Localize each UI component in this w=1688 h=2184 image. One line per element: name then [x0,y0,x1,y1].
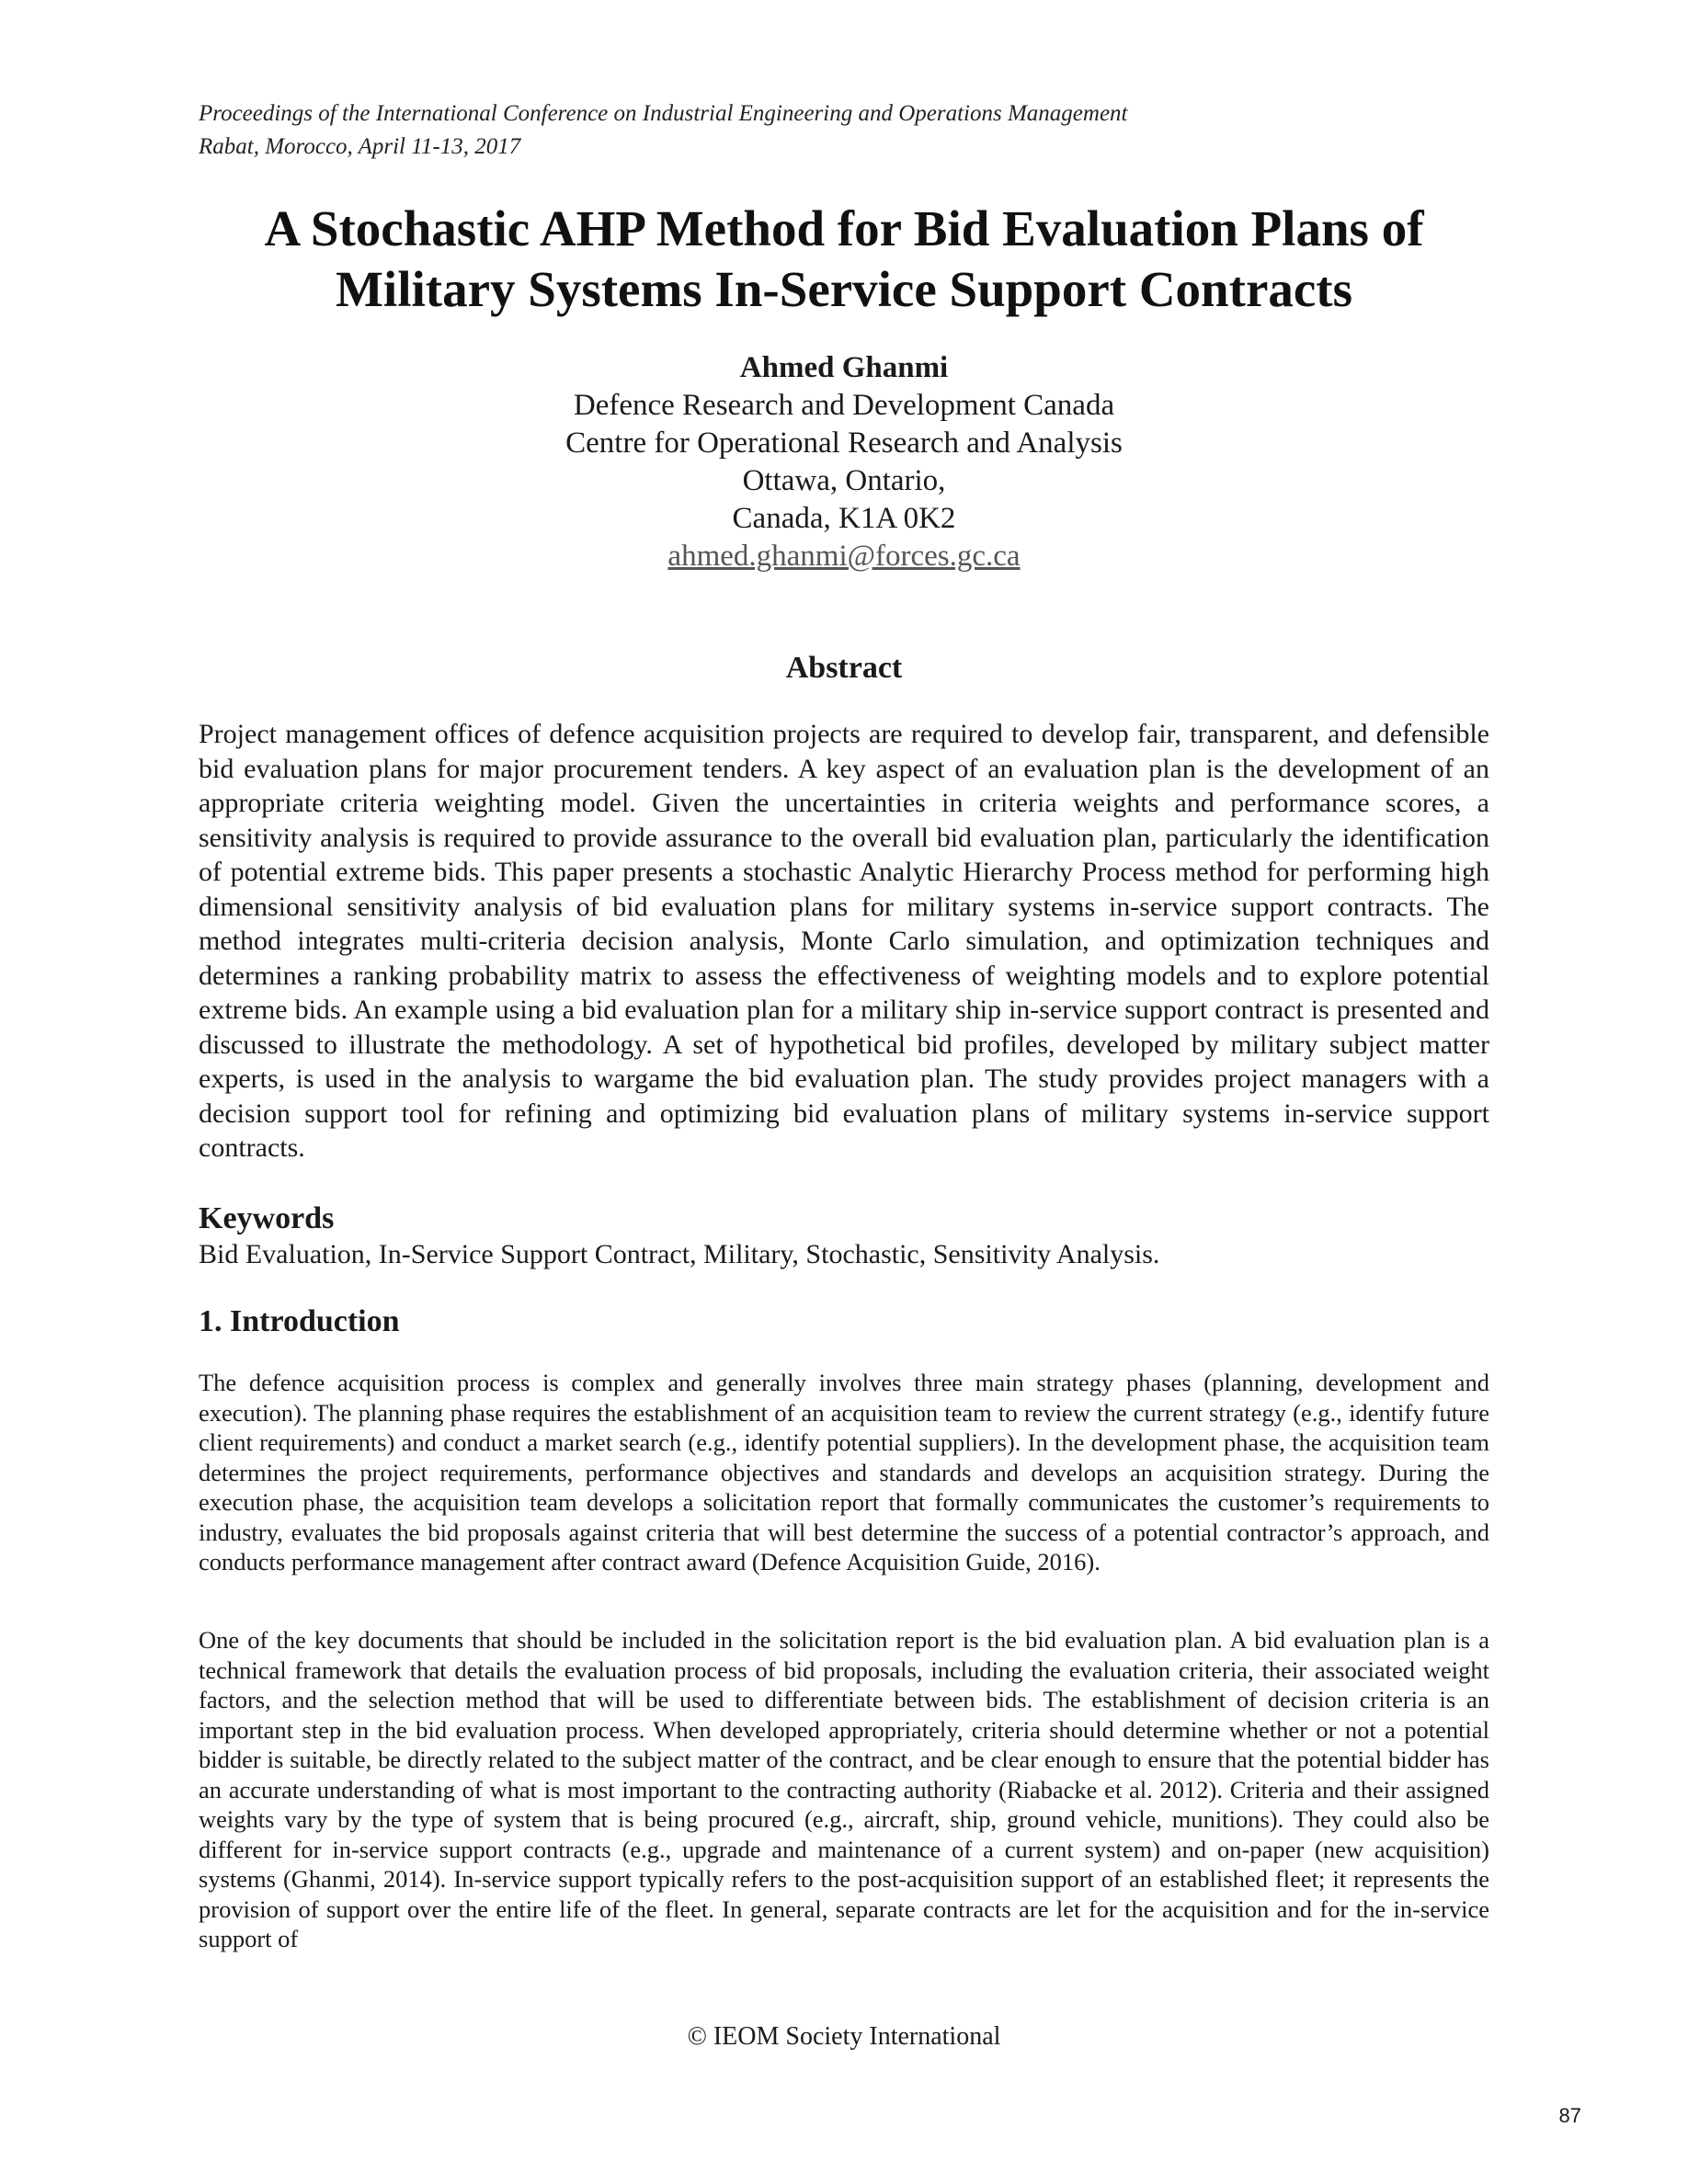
running-head [199,97,1486,164]
author-city: Ottawa, Ontario, [742,464,946,497]
footer-copyright: © IEOM Society International [687,2022,1001,2051]
author-affiliation-1: Defence Research and Development Canada [573,389,1115,422]
author-country: Canada, K1A 0K2 [732,502,956,535]
abstract-heading: Abstract [785,651,903,685]
title-line-1: A Stochastic AHP Method for Bid Evaluation Plans of [264,200,1424,256]
conference-name: Proceedings of the International Conference on Industrial Engineering and Operations Management [199,101,1128,126]
title-line-2: Military Systems In-Service Support Contracts [336,261,1352,317]
author-email-link[interactable]: ahmed.ghanmi@forces.gc.ca [667,540,1021,573]
paper-title [199,199,1489,320]
keywords-text: Bid Evaluation, In-Service Support Contract, Military, Stochastic, Sensitivity Analysis. [199,1239,1160,1269]
conference-location-date: Rabat, Morocco, April 11-13, 2017 [199,134,521,159]
author-name: Ahmed Ghanmi [739,351,949,384]
author-block [199,349,1489,575]
introduction-heading: 1. Introduction [199,1304,400,1338]
author-affiliation-2: Centre for Operational Research and Analysis [565,427,1123,460]
abstract-text: Project management offices of defence acquisition projects are required to develop fair, transparent, and defensible bid evaluation plans for major procurement tenders. A key aspect of an evaluation plan is the development of an appropriate criteria weighting model. Given the uncertainties in criteria weights and performance scores, a sensitivity analysis is required to provide assurance to the overall bid evaluation plan, particularly the identification of potential extreme bids. This paper presents a stochastic Analytic Hierarchy Process method for performing high dimensional sensitivity analysis of bid evaluation plans for military systems in-service support contracts. The method integrates multi-criteria decision analysis, Monte Carlo simulation, and optimization techniques and determines a ranking probability matrix to assess the effectiveness of weighting models and to explore potential extreme bids. An example using a bid evaluation plan for a military ship in-service support contract is presented and discussed to illustrate the methodology. A set of hypothetical bid profiles, developed by military subject matter experts, is used in the analysis to wargame the bid evaluation plan. The study provides project managers with a decision support tool for refining and optimizing bid evaluation plans of military systems in-service support contracts. [199,719,1489,1163]
introduction-paragraph-1: The defence acquisition process is complex and generally involves three main strategy phases (planning, development and execution). The planning phase requires the establishment of an acquisition team to review the current strategy (e.g., identify future client requirements) and conduct a market search (e.g., identify potential suppliers). In the development phase, the acquisition team determines the project requirements, performance objectives and standards and develops an acquisition strategy. During the execution phase, the acquisition team develops a solicitation report that formally communicates the customer’s requirements to industry, evaluates the bid proposals against criteria that will best determine the success of a potential contractor’s approach, and conducts performance management after contract award (Defence Acquisition Guide, 2016). [199,1369,1489,1575]
keywords-heading: Keywords [199,1201,335,1235]
introduction-paragraph-2: One of the key documents that should be included in the solicitation report is the bid evaluation plan. A bid evaluation plan is a technical framework that details the evaluation process of bid proposals, including the evaluation criteria, their associated weight factors, and the selection method that will be used to differentiate between bids. The establishment of decision criteria is an important step in the bid evaluation process. When developed appropriately, criteria should determine whether or not a potential bidder is suitable, be directly related to the subject matter of the contract, and be clear enough to ensure that the potential bidder has an accurate understanding of what is most important to the contracting authority (Riabacke et al. 2012). Criteria and their assigned weights vary by the type of system that is being procured (e.g., aircraft, ship, ground vehicle, munitions). They could also be different for in-service support contracts (e.g., upgrade and maintenance of a current system) and on-paper (new acquisition) systems (Ghanmi, 2014). In-service support typically refers to the post-acquisition support of an established fleet; it represents the provision of support over the entire life of the fleet. In general, separate contracts are let for the acquisition and for the in-service support of [199,1626,1489,1952]
page-number: 87 [1558,2104,1581,2127]
